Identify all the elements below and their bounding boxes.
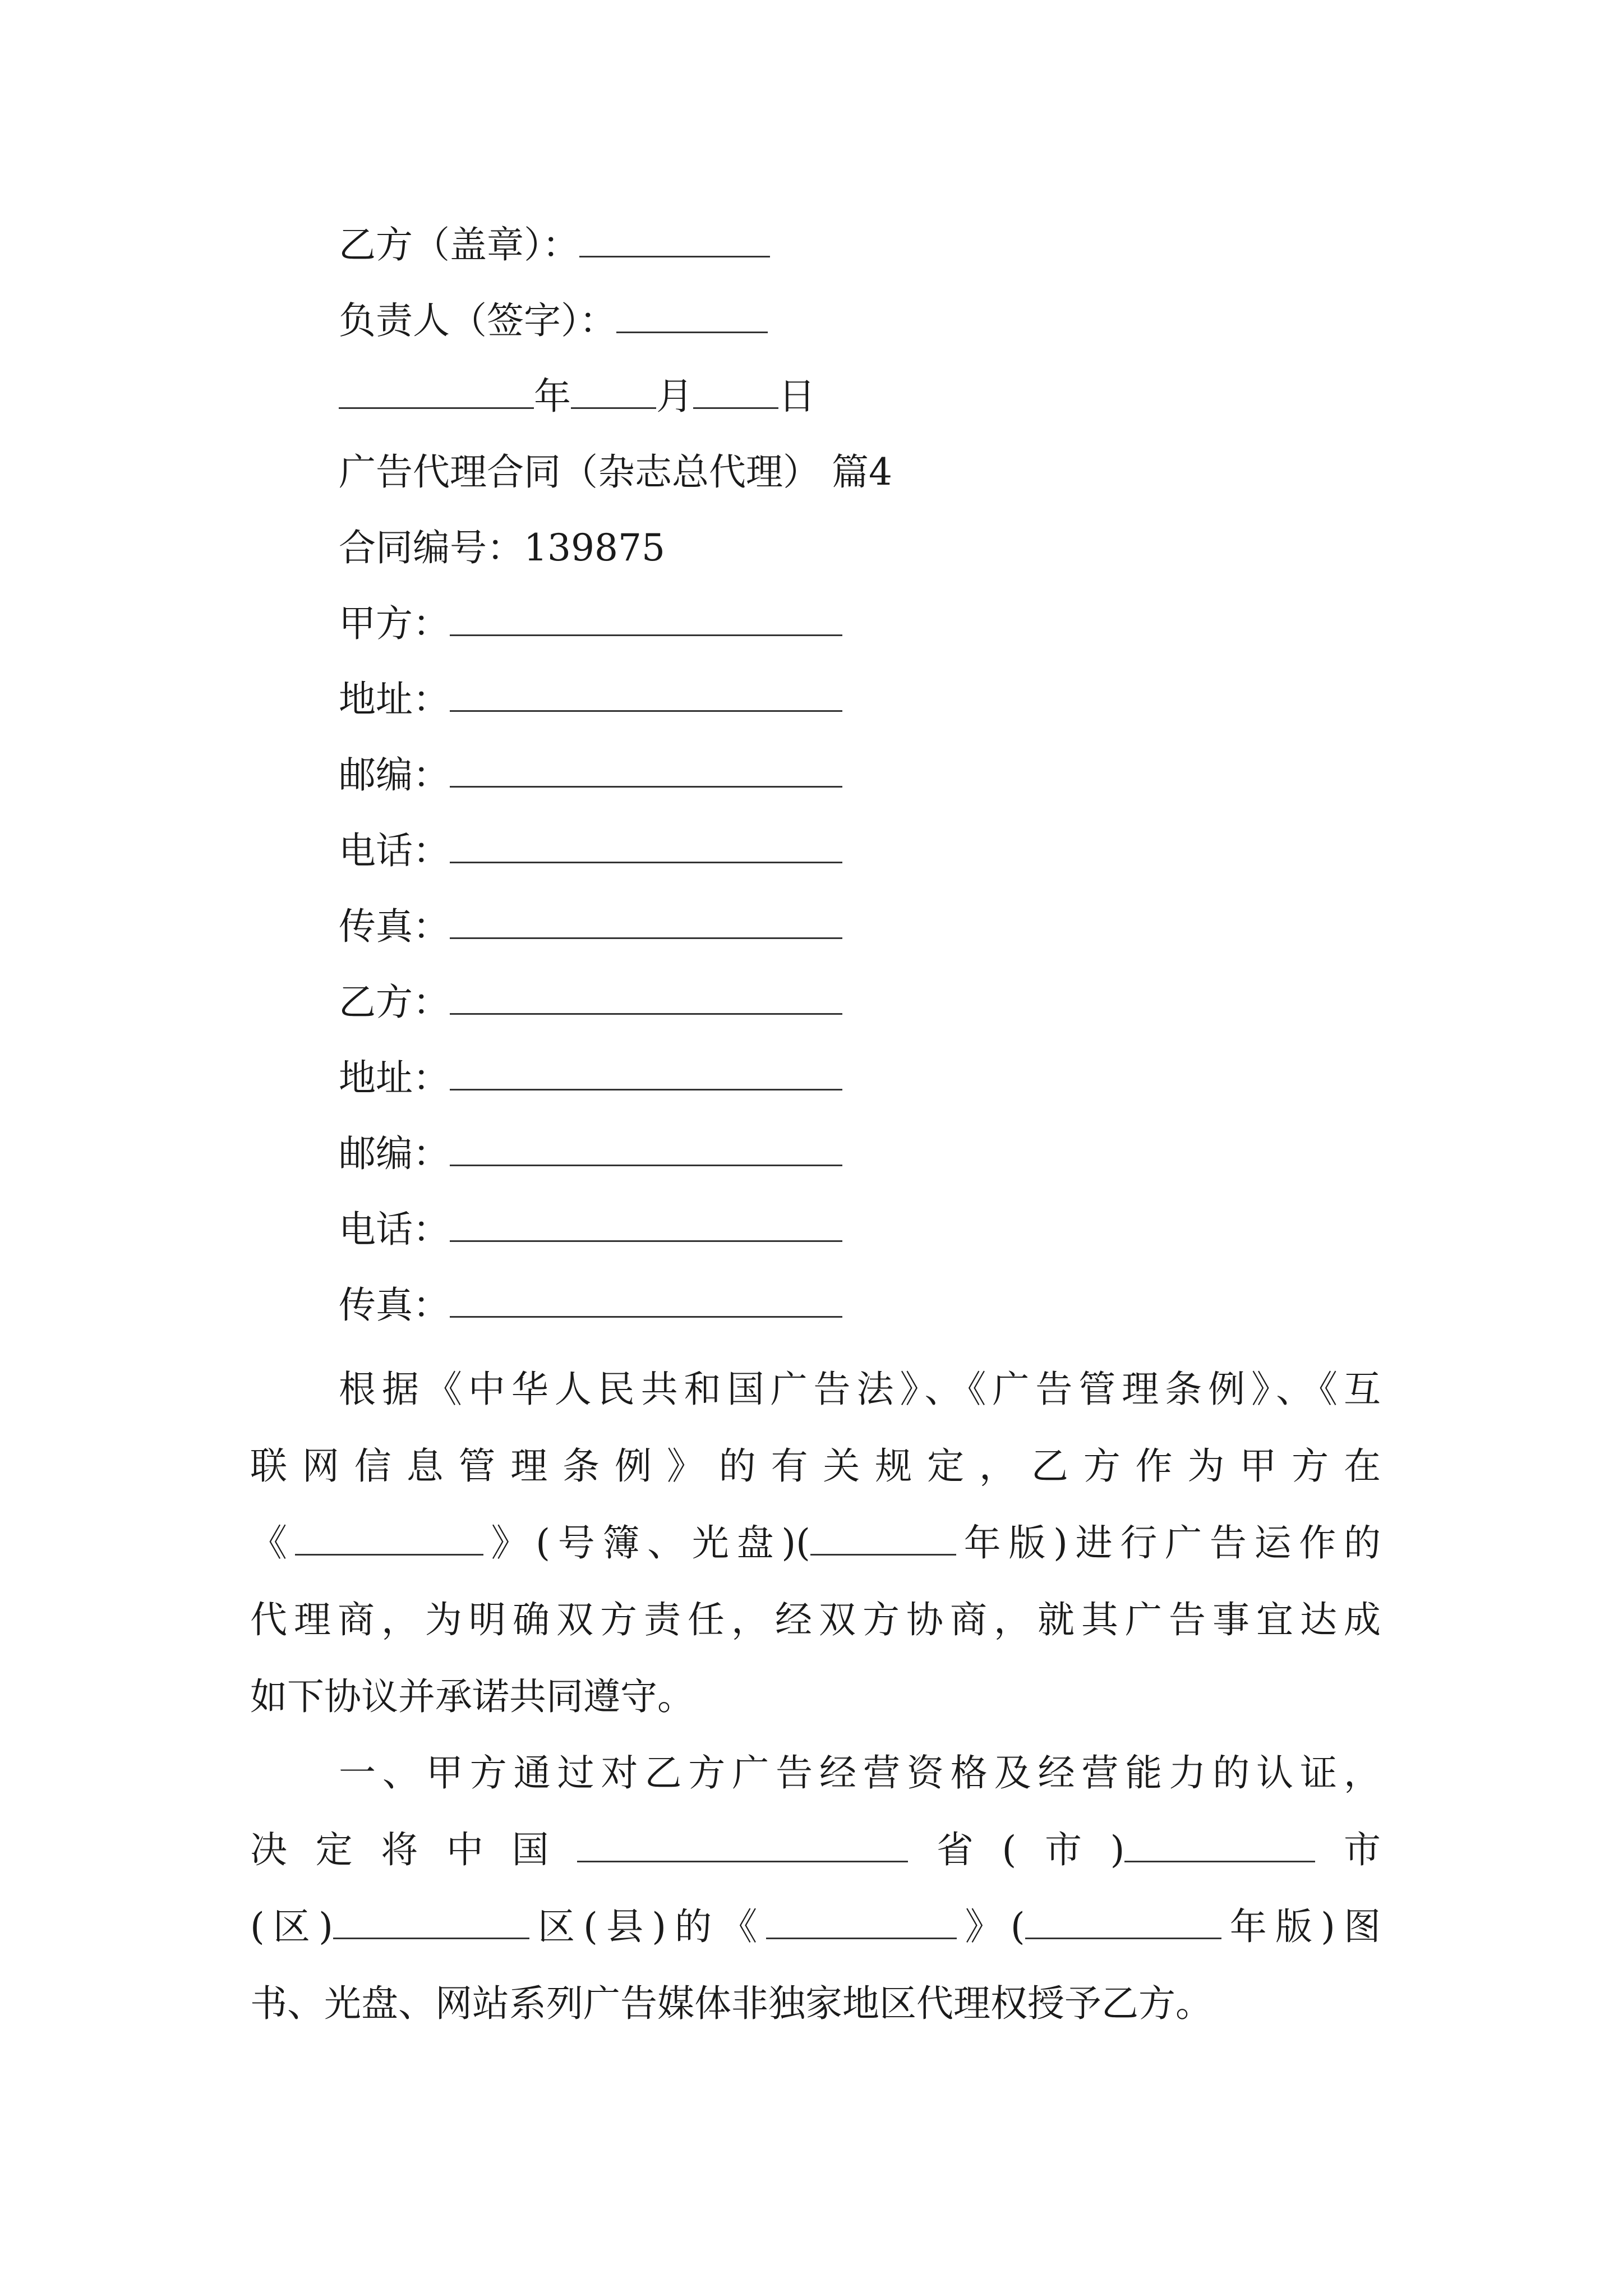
date-line bbox=[339, 371, 815, 422]
preamble-line-1: 根据《中华人民共和国广告法》、《广告管理条例》、《互 bbox=[339, 1368, 1381, 1411]
responsible-sign-label: 负责人（签字）： bbox=[339, 299, 616, 342]
party-a-fax-label: 传真： bbox=[339, 905, 450, 948]
clause-1-line-4: 书、光盘、网站系列广告媒体非独家地区代理权授予乙方。 bbox=[250, 1982, 1212, 2025]
clause-1-l3-b: 区(县)的《 bbox=[529, 1905, 766, 1948]
party-b-postcode-label: 邮编： bbox=[339, 1132, 450, 1175]
city-blank bbox=[1124, 1828, 1315, 1862]
party-a-name-blank bbox=[450, 602, 842, 636]
party-a-address-blank bbox=[450, 678, 842, 712]
preamble-line-4: 代理商，为明确双方责任，经双方协商，就其广告事宜达成 bbox=[250, 1598, 1381, 1641]
publication-name-blank-2 bbox=[766, 1905, 957, 1939]
party-b-name-blank bbox=[450, 981, 842, 1015]
preamble-paragraph bbox=[250, 1351, 1381, 1735]
clause-1-l2-b: 省(市) bbox=[908, 1828, 1125, 1871]
party-b-fax-line bbox=[339, 1280, 842, 1331]
section-title: 广告代理合同（杂志总代理） 篇4 bbox=[339, 450, 892, 494]
party-b-address-label: 地址： bbox=[339, 1056, 450, 1099]
clause-1-line-2 bbox=[250, 1811, 1381, 1888]
party-b-address-line bbox=[339, 1053, 842, 1103]
date-day-label: 日 bbox=[778, 375, 815, 418]
party-a-postcode-blank bbox=[450, 753, 842, 788]
clause-1-l2-a: 决定将中国 bbox=[250, 1828, 578, 1871]
party-a-address-line bbox=[339, 674, 842, 725]
party-b-address-blank bbox=[450, 1056, 842, 1091]
clause-1-l3-c: 》( bbox=[956, 1905, 1025, 1948]
responsible-sign-line bbox=[339, 296, 768, 346]
date-month-label: 月 bbox=[656, 375, 693, 418]
district-blank bbox=[333, 1905, 529, 1939]
party-b-fax-blank bbox=[450, 1283, 842, 1318]
preamble-l3-b: 》(号簿、光盘)( bbox=[483, 1521, 810, 1565]
party-a-phone-blank bbox=[450, 829, 842, 863]
party-b-phone-line bbox=[339, 1204, 842, 1255]
contract-no-value: 139875 bbox=[524, 526, 665, 569]
date-year-blank bbox=[339, 375, 534, 409]
clause-1-paragraph bbox=[250, 1734, 1381, 2042]
publication-name-blank bbox=[295, 1521, 483, 1556]
party-b-seal-blank bbox=[579, 223, 770, 257]
party-b-name-label: 乙方： bbox=[339, 981, 450, 1024]
party-a-postcode-label: 邮编： bbox=[339, 753, 450, 797]
preamble-l3-a: 《 bbox=[250, 1521, 295, 1565]
contract-no-line bbox=[339, 523, 665, 573]
party-a-fax-line bbox=[339, 901, 842, 952]
preamble-line-5: 如下协议并承诺共同遵守。 bbox=[250, 1675, 694, 1718]
preamble-l3-c: 年版)进行广告运作的 bbox=[956, 1521, 1381, 1565]
edition-year-blank bbox=[810, 1521, 956, 1556]
responsible-sign-blank bbox=[616, 299, 768, 333]
party-b-seal-line bbox=[339, 220, 770, 270]
clause-1-l2-c: 市 bbox=[1315, 1828, 1381, 1871]
preamble-line-3 bbox=[250, 1504, 1381, 1581]
party-b-name-line bbox=[339, 977, 842, 1028]
party-b-phone-label: 电话： bbox=[339, 1208, 450, 1251]
preamble-line-2: 联网信息管理条例》的有关规定，乙方作为甲方在 bbox=[250, 1444, 1381, 1488]
party-a-name-line bbox=[339, 599, 842, 649]
party-b-seal-label: 乙方（盖章）： bbox=[339, 223, 579, 266]
party-a-fax-blank bbox=[450, 905, 842, 939]
province-blank bbox=[577, 1828, 908, 1862]
party-b-fax-label: 传真： bbox=[339, 1283, 450, 1327]
party-b-postcode-line bbox=[339, 1129, 842, 1179]
party-a-name-label: 甲方： bbox=[339, 602, 450, 645]
party-a-phone-line bbox=[339, 826, 842, 876]
party-a-postcode-line bbox=[339, 750, 842, 800]
contract-no-label: 合同编号： bbox=[339, 526, 524, 569]
edition-year-blank-2 bbox=[1025, 1905, 1221, 1939]
date-year-label: 年 bbox=[534, 375, 571, 418]
party-a-phone-label: 电话： bbox=[339, 829, 450, 872]
date-day-blank bbox=[693, 375, 778, 409]
clause-1-l3-a: (区) bbox=[250, 1905, 333, 1948]
party-b-postcode-blank bbox=[450, 1132, 842, 1166]
clause-1-l3-d: 年版)图 bbox=[1221, 1905, 1381, 1948]
clause-1-line-1: 一、甲方通过对乙方广告经营资格及经营能力的认证， bbox=[339, 1751, 1381, 1795]
party-a-address-label: 地址： bbox=[339, 678, 450, 721]
date-month-blank bbox=[571, 375, 656, 409]
clause-1-line-3 bbox=[250, 1888, 1381, 1965]
party-b-phone-blank bbox=[450, 1208, 842, 1242]
